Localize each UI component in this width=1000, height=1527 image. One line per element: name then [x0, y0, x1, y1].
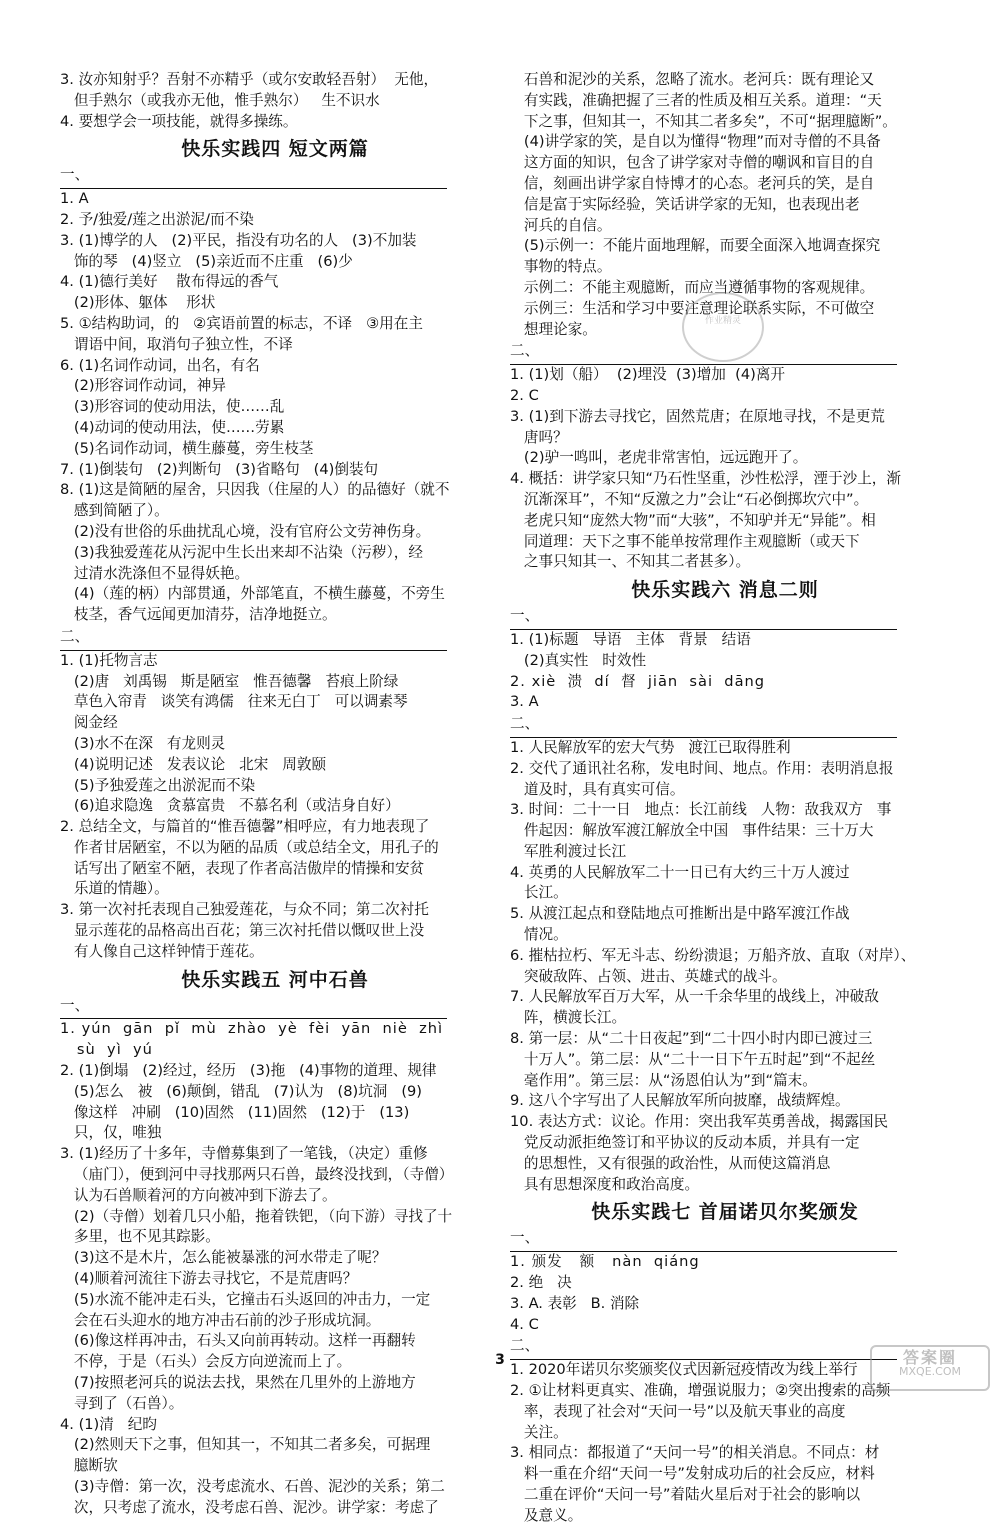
answer-line: 多里，也不见其踪影。 — [60, 1228, 220, 1246]
section-heading: 快乐实践五 河中石兽 — [181, 968, 369, 991]
answer-line: (5)怎么 被 (6)颠倒，错乱 (7)认为 (8)坑洞 (9) — [60, 1082, 422, 1100]
answer-line: 唐吗？ — [510, 428, 568, 446]
answer-line: (3)我独爱莲花从污泥中生长出来却不沾染（污秽），经 — [60, 543, 423, 561]
watermark-logo — [870, 1345, 990, 1391]
subsection-label: 二、 — [510, 342, 540, 360]
answer-line: 不停，于是（石头）会反方向逆流而上了。 — [60, 1353, 352, 1371]
answer-line: 示例二：不能主观臆断，而应当遵循事物的客观规律。 — [510, 278, 875, 296]
answer-line: 2. 交代了通讯社名称，发电时间、地点。作用：表明消息报 — [510, 759, 894, 777]
answer-line: (2)然则天下之事，但知其一，不知其二者多矣，可据理 — [60, 1436, 431, 1454]
answer-line: 党反动派拒绝签订和平协议的反动本质，并具有一定 — [510, 1134, 860, 1152]
answer-line: 之事只知其一、不知其二者甚多）。 — [510, 553, 751, 571]
answer-line: 关注。 — [510, 1423, 568, 1441]
answer-line: 这方面的知识，包含了讲学家对寺僧的嘲讽和盲目的自 — [510, 154, 875, 172]
answer-line: 饰的琴 (4)竖立 (5)亲近而不庄重 (6)少 — [60, 252, 353, 270]
answer-line: 10. 表达方式：议论。作用：突出我军英勇善战，揭露国民 — [510, 1113, 889, 1131]
answer-line: 道及时，具有真实可信。 — [510, 780, 685, 798]
answer-line: 认为石兽顺着河的方向被冲到下游去了。 — [60, 1186, 337, 1204]
left-column — [60, 70, 490, 1519]
answer-line: 7. (1)倒装句 (2)判断句 (3)省略句 (4)倒装句 — [60, 460, 379, 478]
stamp-text: 作业精灵 — [704, 316, 741, 326]
answer-line: 沉渐深耳”，不知“反激之力”会让“石必倒掷坎穴中”。 — [510, 490, 869, 508]
subsection-marker — [510, 714, 940, 738]
subsection-label: 二、 — [510, 715, 540, 733]
answer-line: (5)予独爱莲之出淤泥而不染 — [60, 776, 256, 794]
answer-line: (2)形容词作动词，神异 — [60, 377, 226, 395]
right-column — [510, 70, 940, 1527]
answer-line: 3. 相同点：都报道了“天问一号”的相关消息。不同点：材 — [510, 1444, 880, 1462]
subsection-label: 一、 — [60, 996, 90, 1014]
answer-line: 但手熟尔（或我亦无他，惟手熟尔） 生不识水 — [60, 91, 380, 109]
answer-line: (4)顺着河流往下游去寻找它，不是荒唐吗？ — [60, 1270, 358, 1288]
answer-line: 1. (1)标题 导语 主体 背景 结语 — [510, 630, 751, 648]
answer-line: 1. A — [60, 190, 89, 208]
answer-line: 3. 汝亦知射乎？吾射不亦精乎（或尔安敢轻吾射） 无他， — [60, 71, 439, 88]
answer-line: (5)名词作动词，横生藤蔓，旁生枝茎 — [60, 439, 314, 457]
answer-line: 2. C — [510, 386, 539, 404]
answer-line: 4. (1)清 纪昀 — [60, 1415, 157, 1433]
answer-line: 有实践，准确把握了三者的性质及相互关系。道理：“天 — [510, 91, 882, 109]
answer-line: (5)水流不能冲走石头，它撞击石头返回的冲击力，一定 — [60, 1290, 431, 1308]
answer-line: 像这样 冲刷 (10)固然 (11)固然 (12)于 (13) — [60, 1103, 410, 1121]
subsection-marker — [510, 606, 940, 630]
answer-line: 谓语中间，取消句子独立性，不译 — [60, 335, 293, 353]
answer-line: 6. (1)名词作动词，出名，有名 — [60, 356, 260, 374]
answer-line: 信，刻画出讲学家自恃博才的心态。老河兵的笑，是自 — [510, 174, 875, 192]
answer-line: 感到简陋了）。 — [60, 502, 169, 520]
answer-line: 河兵的自信。 — [510, 216, 612, 234]
watermark-url: MXQE.COM — [899, 1365, 961, 1378]
answer-line: 3. (1)博学的人 (2)平民，指没有功名的人 (3)不加装 — [60, 231, 417, 249]
answer-line: 6. 摧枯拉朽、军无斗志、纷纷溃退；万船齐放、直取（对岸）、 — [510, 946, 916, 964]
answer-line: 石兽和泥沙的关系，忽略了流水。老河兵：既有理论又 — [510, 71, 875, 88]
answer-line: (3)这不是木片，怎么能被暴涨的河水带走了呢？ — [60, 1249, 387, 1267]
pinyin-line: 1. 颁发 额 nàn qiáng — [510, 1253, 700, 1271]
answer-line: 料一重在介绍“天问一号”发射成功后的社会反应，材料 — [510, 1465, 875, 1483]
answer-line: 阵，横渡长江。 — [510, 1009, 627, 1027]
answer-line: 3. A — [510, 693, 539, 711]
answer-line: 臆断欤 — [60, 1457, 118, 1475]
answer-line: 下之事，但知其一，不知其二者多矣”，不可“据理臆断”。 — [510, 112, 897, 130]
stamp-logo — [682, 292, 764, 362]
answer-line: 1. 人民解放军的宏大气势 渡江已取得胜利 — [510, 738, 791, 756]
subsection-marker — [60, 996, 490, 1020]
answer-line: (2)（寺僧）划着几只小船，拖着铁钯，（向下游）寻找了十 — [60, 1207, 453, 1225]
answer-line: 情况。 — [510, 926, 568, 944]
answer-line: (6)追求隐逸 贪慕富贵 不慕名利（或洁身自好） — [60, 797, 400, 815]
section-heading: 快乐实践七 首届诺贝尔奖颁发 — [591, 1201, 859, 1224]
answer-line: 突破敌阵、占领、进击、英雄式的战斗。 — [510, 967, 787, 985]
answer-line: 4. 要想学会一项技能，就得多操练。 — [60, 112, 298, 130]
answer-line: 4. (1)德行美好 散布得远的香气 — [60, 273, 279, 291]
subsection-label: 一、 — [510, 607, 540, 625]
answer-line: 3. (1)到下游去寻找它，固然荒唐；在原地寻找，不是更荒 — [510, 407, 885, 425]
answer-line: 2. 绝 决 — [510, 1274, 572, 1292]
answer-line: 军胜利渡过长江 — [510, 842, 627, 860]
answer-line: 7. 人民解放军百万大军，从一千余华里的战线上，冲破敌 — [510, 988, 879, 1006]
answer-line: 毫作用”。第三层：从“汤恩伯认为”到“篇末。 — [510, 1071, 817, 1089]
answer-line: 次，只考虑了流水，没考虑石兽、泥沙。讲学家：考虑了 — [60, 1498, 439, 1516]
subsection-label: 一、 — [60, 166, 90, 184]
answer-line: 2. 予/独爱/莲之出淤泥/而不染 — [60, 210, 254, 228]
answer-line: 及意义。 — [510, 1506, 583, 1524]
answer-line: 2. (1)倒塌 (2)经过，经历 (3)拖 (4)事物的道理、规律 — [60, 1062, 437, 1080]
answer-line: (3)水不在深 有龙则灵 — [60, 734, 226, 752]
answer-line: 4. C — [510, 1315, 539, 1333]
answer-line: 信是富于实际经验，笑话讲学家的无知，也表现出老 — [510, 195, 860, 213]
answer-line: 3. A. 表彰 B. 消除 — [510, 1294, 640, 1312]
answer-line: 只，仅，唯独 — [60, 1124, 162, 1142]
subsection-label: 二、 — [510, 1337, 540, 1355]
pinyin-line: 1. yún gān pǐ mù zhào yè fèi yān niè zhì — [60, 1020, 444, 1038]
answer-line: 枝茎，香气远闻更加清芬，洁净地挺立。 — [60, 606, 337, 624]
watermark-title: 答案圈 — [902, 1348, 957, 1367]
answer-line: 3. 第一次衬托表现自己独爱莲花，与众不同；第二次衬托 — [60, 901, 429, 919]
answer-line: 草色入帘青 谈笑有鸿儒 往来无白丁 可以调素琴 — [60, 693, 408, 711]
answer-line: 事物的特点。 — [510, 258, 612, 276]
section-heading: 快乐实践四 短文两篇 — [181, 138, 369, 161]
answer-line: (4)动词的使动用法，使……劳累 — [60, 418, 285, 436]
subsection-marker — [510, 1228, 940, 1252]
answer-line: 1. 2020年诺贝尔奖颁奖仪式因新冠疫情改为线上举行 — [510, 1361, 858, 1379]
answer-line: 的思想性，又有很强的政治性，从而使这篇消息 — [510, 1154, 831, 1172]
answer-line: 有人像自己这样钟情于莲花。 — [60, 942, 264, 960]
answer-line: 会在石头迎水的地方冲击石前的沙子形成坑洞。 — [60, 1311, 381, 1329]
answer-line: 十万人”。第二层：从“二十一日下午五时起”到“不起丝 — [510, 1050, 876, 1068]
answer-line: 同道理：天下之事不能单按常理作主观臆断（或天下 — [510, 532, 860, 550]
answer-line: 长江。 — [510, 884, 568, 902]
answer-line: 8. 第一层：从“二十日夜起”到“二十四小时内即已渡过三 — [510, 1030, 873, 1048]
answer-line: 4. 概括：讲学家只知“乃石性坚重，沙性松浮，湮于沙上，渐 — [510, 470, 901, 488]
subsection-label: 一、 — [510, 1229, 540, 1247]
answer-line: (2)唐 刘禹锡 斯是陋室 惟吾德馨 苔痕上阶绿 — [60, 672, 399, 690]
answer-line: 寻到了（石兽）。 — [60, 1394, 184, 1412]
answer-line: (2)驴一鸣叫，老虎非常害怕，远远跑开了。 — [510, 449, 808, 467]
answer-line: 率，表现了社会对“天问一号”以及航天事业的高度 — [510, 1402, 846, 1420]
answer-line: 老虎只知“庞然大物”而“大骇”，不知驴并无“异能”。相 — [510, 511, 876, 529]
answer-line: (3)寺僧：第一次，没考虑流水、石兽、泥沙的关系；第二 — [60, 1478, 445, 1495]
answer-line: 话写出了陋室不陋，表现了作者高洁傲岸的情操和安贫 — [60, 859, 425, 877]
answer-line: (3)形容词的使动用法，使……乱 — [60, 398, 285, 416]
answer-line: (4)说明记述 发表议论 北宋 周敦颐 — [60, 755, 327, 773]
answer-line: 9. 这八个字写出了人民解放军所向披靡，战绩辉煌。 — [510, 1092, 850, 1110]
answer-line: 示例三：生活和学习中要注意理论联系实际，不可做空 — [510, 299, 875, 317]
answer-line: 8. (1)这是简陋的屋舍，只因我（住屋的人）的品德好（就不 — [60, 481, 450, 499]
answer-line: 3. 时间：二十一日 地点：长江前线 人物：敌我双方 事 — [510, 801, 892, 819]
answer-line: （庙门），便到河中寻找那两只石兽，最终没找到，（寺僧） — [60, 1166, 454, 1184]
subsection-marker — [60, 627, 490, 651]
answer-line: (5)示例一：不能片面地理解，而要全面深入地调查探究 — [510, 237, 881, 255]
answer-line: 4. 英勇的人民解放军二十一日已有大约三十万人渡过 — [510, 863, 850, 881]
answer-line: (2)真实性 时效性 — [510, 651, 647, 669]
answer-line: (4)讲学家的笑，是自以为懂得“物理”而对寺僧的不具备 — [510, 133, 881, 151]
answer-line: 作者甘居陋室，不以为陋的品质（或总结全文，用孔子的 — [60, 838, 439, 856]
subsection-marker — [60, 165, 490, 189]
answer-line: (7)按照老河兵的说法去找，果然在几里外的上游地方 — [60, 1374, 416, 1392]
section-heading: 快乐实践六 消息二则 — [631, 579, 819, 602]
answer-line: (2)形体、躯体 形状 — [60, 294, 216, 312]
answer-line: 二重在评价“天问一号”着陆火星后对于社会的影响以 — [510, 1486, 861, 1503]
answer-line: 显示莲花的品格高出百花；第三次衬托借以慨叹世上没 — [60, 922, 425, 940]
page-number: 3 — [495, 1352, 505, 1368]
answer-line: (4)（莲的柄）内部贯通，外部笔直，不横生藤蔓，不旁生 — [60, 585, 445, 603]
pinyin-line: sù yì yú — [60, 1041, 153, 1059]
answer-line: 想理论家。 — [510, 320, 597, 338]
answer-line: 5. ①结构助词，的 ②宾语前置的标志，不译 ③用在主 — [60, 314, 423, 332]
answer-line: 件起因：解放军渡江解放全中国 事件结果：三十万大 — [510, 822, 874, 840]
answer-line: 1. (1)划（船） (2)埋没 (3)增加 (4)离开 — [510, 366, 786, 384]
pinyin-line: 2. xiè 溃 dí 督 jiān sài dāng — [510, 672, 766, 690]
answer-line: 5. 从渡江起点和登陆地点可推断出是中路军渡江作战 — [510, 905, 850, 923]
answer-line: 过清水洗涤但不显得妖艳。 — [60, 564, 250, 582]
answer-line: 阅金经 — [60, 714, 118, 732]
answer-line: (6)像这样再冲击，石头又向前再转动。这样一再翻转 — [60, 1332, 416, 1350]
answer-line: 具有思想深度和政治高度。 — [510, 1175, 700, 1193]
answer-line: 3. (1)经历了十多年，寺僧募集到了一笔钱，（决定）重修 — [60, 1145, 428, 1163]
answer-line: 2. ①让材料更真实、准确，增强说服力；②突出搜索的高频 — [510, 1382, 891, 1400]
answer-line: 1. (1)托物言志 — [60, 651, 158, 669]
answer-line: 乐道的情趣）。 — [60, 880, 169, 898]
answer-line: (2)没有世俗的乐曲扰乱心境，没有官府公文劳神伤身。 — [60, 522, 431, 540]
subsection-label: 二、 — [60, 627, 90, 645]
answer-line: 2. 总结全文，与篇首的“惟吾德馨”相呼应，有力地表现了 — [60, 818, 430, 836]
